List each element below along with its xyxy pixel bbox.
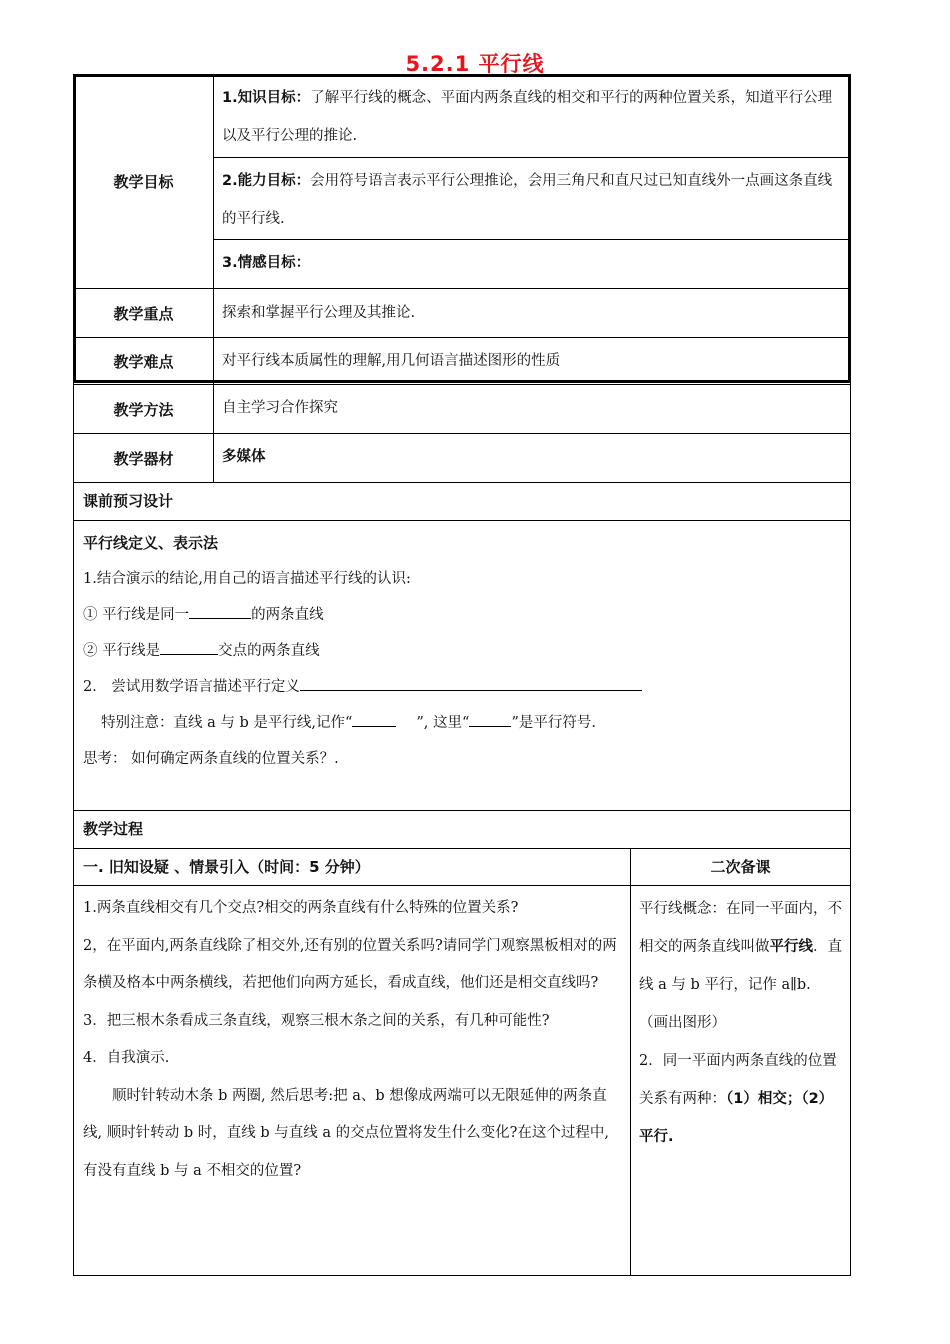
emotion-goal [214, 239, 850, 288]
method-text: 自主学习合作探究 [222, 400, 338, 416]
knowledge-goal-head: 1.知识目标： [222, 90, 311, 106]
right-p2: （画出图形） [639, 1015, 726, 1031]
equipment-text: 多媒体 [222, 449, 266, 465]
q2-text: 2． 尝试用数学语言描述平行定义 [83, 679, 300, 695]
right-p1-pre: 平行线概念：在同一平面内，不相交的两条直线叫做 [639, 901, 842, 955]
process-section-row [74, 848, 850, 885]
equipment-label: 教学器材 [74, 434, 214, 482]
preview-heading-row [74, 482, 850, 520]
preview-q1b [83, 633, 841, 669]
note-blank-2 [469, 710, 511, 727]
equipment-row [74, 433, 850, 482]
preview-q1a [83, 597, 841, 633]
preview-q2 [83, 669, 841, 705]
ability-goal-text: 会用符号语言表示平行公理推论，会用三角尺和直尺过已知直线外一点画这条直线的平行线. [222, 173, 833, 227]
preview-body [74, 521, 850, 810]
process-right [631, 886, 850, 1275]
goals-row [74, 75, 850, 288]
emotion-goal-head: 3.情感目标： [222, 255, 311, 271]
preview-body-row [74, 520, 850, 810]
q1b-blank [160, 638, 218, 655]
knowledge-goal-text: 了解平行线的概念、平面内两条直线的相交和平行的两种位置关系，知道平行公理以及平行公理的推论. [222, 90, 833, 144]
ability-goal-head: 2.能力目标： [222, 173, 311, 189]
goals-label: 教学目标 [74, 75, 214, 288]
key-point-row [74, 288, 850, 337]
knowledge-goal [214, 75, 850, 157]
method-row [74, 384, 850, 433]
difficulty-text: 对平行线本质属性的理解,用几何语言描述图形的性质 [222, 353, 561, 369]
q1b-pre: ② 平行线是 [83, 643, 161, 659]
note-mid: ”, 这里“ [416, 715, 470, 731]
goals-cells [214, 75, 850, 288]
process-p1: 1.两条直线相交有几个交点?相交的两条直线有什么特殊的位置关系? [83, 900, 519, 916]
q1b-post: 交点的两条直线 [218, 643, 320, 659]
process-p2: 2，在平面内,两条直线除了相交外,还有别的位置关系吗?请同学门观察黑板相对的两条横及格本中两条横线，若把他们向两方延长，看成直线，他们还是相交直线吗? [83, 937, 617, 991]
process-left [74, 886, 631, 1275]
note-pre: 特别注意：直线 a 与 b 是平行线,记作“ [101, 715, 353, 731]
note-blank-1 [352, 710, 396, 727]
process-p5: 顺时针转动木条 b 两圈, 然后思考:把 a、b 想像成两端可以无限延伸的两条直线, 顺时针转动 b 时，直线 b 与直线 a 的交点位置将发生什么变化?在这个过程中, 有没有直线 b 与 a 不相交的位置? [83, 1087, 609, 1179]
lesson-plan-table [73, 74, 851, 1276]
preview-subheading: 平行线定义、表示法 [83, 534, 219, 552]
key-point-label: 教学重点 [74, 289, 214, 337]
right-p3 [639, 1042, 842, 1156]
right-p1 [639, 890, 842, 1004]
right-p3-bold: （1）相交；（2）平行. [639, 1091, 834, 1145]
ability-goal [214, 157, 850, 239]
q2-blank [300, 674, 642, 691]
difficulty-label: 教学难点 [74, 338, 214, 384]
process-heading: 教学过程 [83, 820, 144, 838]
q1a-blank [189, 602, 251, 619]
q1a-pre: ① 平行线是同一 [83, 607, 190, 623]
right-p3-pre: 2．同一平面内两条直线的位置关系有两种： [639, 1053, 837, 1107]
difficulty-row [74, 337, 850, 384]
page-title: 5.2.1 平行线 [405, 52, 545, 76]
key-point-text: 探索和掌握平行公理及其推论. [222, 305, 416, 321]
preview-heading: 课前预习设计 [83, 492, 174, 510]
note-post: ”是平行符号. [511, 715, 596, 731]
preview-think: 思考： 如何确定两条直线的位置关系？. [83, 751, 339, 767]
second-prep-heading: 二次备课 [710, 858, 771, 876]
process-p4: 4．自我演示. [83, 1050, 170, 1066]
preview-q1: 1.结合演示的结论,用自己的语言描述平行线的认识: [83, 571, 411, 587]
process-p3: 3．把三根木条看成三条直线，观察三根木条之间的关系，有几种可能性? [83, 1012, 550, 1029]
section1-heading: 一. 旧知设疑 、情景引入（时间：5 分钟） [74, 849, 631, 885]
process-heading-row [74, 810, 850, 848]
preview-note [83, 705, 841, 741]
right-p1-post: ．直线 a 与 b 平行，记作 a∥b. [639, 939, 842, 993]
q1a-post: 的两条直线 [251, 607, 324, 623]
method-label: 教学方法 [74, 385, 214, 433]
process-body-row [74, 885, 850, 1275]
right-p1-bold: 平行线 [769, 939, 813, 955]
